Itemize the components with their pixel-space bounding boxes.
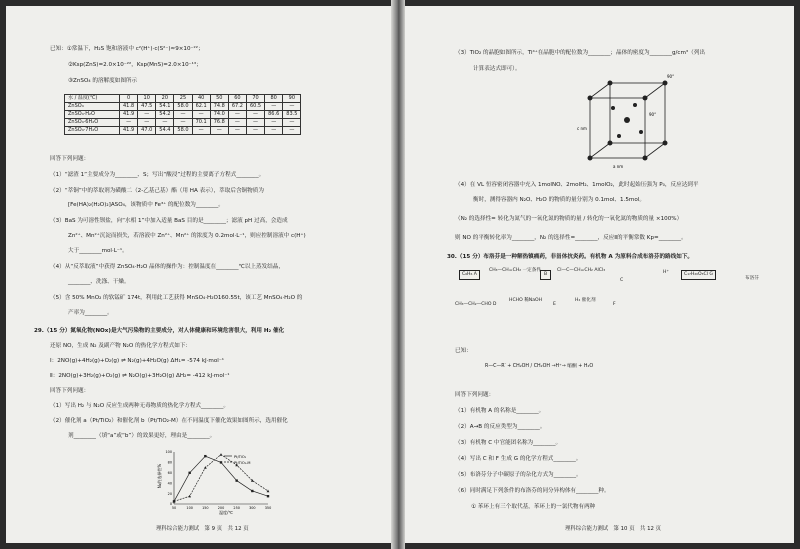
known-reaction: R—C—R′ + CH₂OH / CH₂OH →H⁺→ 缩酮 + H₂O	[485, 364, 594, 369]
q30-line: （3）有机物 C 中官能团名称为________。	[455, 440, 562, 446]
series-2-point	[267, 490, 270, 493]
series-1-point	[204, 455, 206, 457]
chart-xlabel: 温度/℃	[219, 510, 233, 515]
q29-line: 回答下列问题：	[50, 388, 90, 394]
q30-line: （5）布洛芬分子中碳原子的杂化方式为________。	[455, 472, 582, 478]
y-tick-label: 60	[167, 471, 172, 475]
table-header-cell: 0	[120, 95, 138, 103]
question-line: 大于________mol·L⁻¹。	[68, 248, 128, 254]
table-header-cell: 80	[265, 95, 283, 103]
table-header-cell: 40	[192, 95, 210, 103]
reagent-4: HCHO 稀NaOH	[509, 298, 543, 303]
series-2-point	[220, 453, 223, 456]
table-cell: —	[228, 119, 246, 127]
table-header-cell: 20	[156, 95, 174, 103]
table-header-cell: 水 / 温度(℃)	[65, 95, 120, 103]
table-header-cell: 10	[138, 95, 156, 103]
table-cell: ZnSO₄·H₂O	[65, 111, 120, 119]
series-2-point	[204, 466, 207, 469]
book-gutter	[391, 0, 405, 549]
compound-g: C₁₇H₂₀O₃Cl G	[681, 270, 716, 280]
series-2-point	[188, 495, 191, 498]
question-line: [Fe(HA)₂(H₂O)₂]ASO₄，该物质中 Fe³⁺ 的配位数为________。	[68, 202, 224, 208]
question-30-head: 30.（15 分）布洛芬是一种解热镇痛药，非甾体抗炎药。有机物 A 为原料合成布洛芬的路线如下。	[447, 254, 694, 260]
question-line: （4）从“反萃取液”中获得 ZnSO₄·H₂O 晶体的操作为：控制温度在________℃以上蒸发结晶，	[50, 264, 284, 270]
table-header-row	[65, 95, 301, 103]
page-footer: 理科综合能力测试 第 9 页 共 12 页	[156, 526, 249, 533]
question-line: ________、洗涤、干燥。	[68, 279, 130, 285]
q30-line: ① 苯环上有三个取代基，苯环上的一氯代物有两种	[471, 504, 596, 510]
compound-d: CH₃—CH₂—CHO D	[455, 302, 497, 307]
q29-line: 剂________（填“a”或“b”）的效果更好，理由是________。	[68, 433, 216, 439]
series-1-point	[188, 472, 190, 474]
x-tick-label: 100	[186, 506, 193, 510]
table-cell: 86.6	[265, 111, 283, 119]
cell-label-a: a nm	[613, 164, 624, 169]
chart-ylabel: N₂的选择性%	[157, 463, 162, 489]
x-tick-label: 350	[264, 506, 272, 510]
table-cell: —	[283, 127, 301, 135]
series-1-point	[220, 461, 222, 463]
table-cell: 76.8	[210, 119, 228, 127]
solubility-table	[64, 94, 301, 135]
table-cell: —	[246, 111, 264, 119]
question-line: （3）BaS 为可溶性钡盐，向“水相 1”中加入适量 BaS 目的是________；滤液 pH 过高，会造成	[50, 218, 288, 224]
question-line: （1）“滤渣 1”主要成分为________、S；写出“酸浸”过程的主要离子方程式________。	[50, 172, 265, 178]
question-line: Zn²⁺、Mn²⁺沉淀而损失，若溶液中 Zn²⁺、Mn²⁺ 的浓度为 0.2mol·L⁻¹，则应控制溶液中 c(H⁺)	[68, 233, 306, 239]
table-cell: —	[265, 103, 283, 111]
table-cell: ZnSO₄·7H₂O	[65, 127, 120, 135]
y-tick-label: 40	[167, 481, 172, 486]
table-cell: 70.1	[192, 119, 210, 127]
table-cell: 41.8	[120, 103, 138, 111]
y-tick-label: 80	[167, 460, 172, 465]
table-cell: 62.1	[192, 103, 210, 111]
table-cell: —	[265, 127, 283, 135]
cell-angle-1: 90°	[667, 74, 675, 79]
table-cell: 41.9	[120, 111, 138, 119]
ibuprofen-product: 布洛芬	[745, 276, 759, 281]
q3-line: 计算表达式即可）。	[473, 66, 521, 72]
table-header-cell: 90	[283, 95, 301, 103]
cell-label-c: c nm	[577, 126, 587, 131]
x-tick-label: 150	[202, 506, 209, 510]
synthesis-scheme	[445, 268, 775, 338]
q30-line: （4）写出 C 和 F 生成 G 的化学方程式________。	[455, 456, 582, 462]
page-10	[405, 6, 794, 543]
q29-line: （2）催化剂 a（Pt/TiO₂）和催化剂 b（Pt/TiO₂-M）在不同温度下催化效果如图所示，选用催化	[50, 418, 288, 424]
table-cell: —	[174, 111, 192, 119]
given-1: 已知：①常温下，H₂S 饱和溶液中 c²(H⁺)·c(S²⁻)≈9×10⁻²²；	[50, 46, 204, 52]
q30-line: （6）同时满足下列条件的布洛芬的同分异构体有________种。	[455, 488, 610, 494]
x-tick-label: 250	[233, 506, 240, 510]
series-1-point	[267, 495, 269, 497]
reagent-2: Cl—C—CH=CH₂ AlCl₃	[557, 268, 606, 273]
cell-angle-2: 90°	[649, 112, 657, 117]
table-row	[65, 127, 301, 135]
table-cell: 47.0	[138, 127, 156, 135]
q3-line: （3）TiO₂ 的晶胞如图所示，Ti⁴⁺在晶胞中的配位数为________；晶体的密度为________g/cm³（列出	[455, 50, 705, 56]
compound-f: F	[613, 302, 616, 307]
compound-e: E	[553, 302, 556, 307]
x-tick-label: 300	[249, 506, 256, 510]
table-cell: —	[138, 119, 156, 127]
reagent-1: CH₃—CH=CH₂ 一定条件	[489, 268, 541, 273]
table-cell: 58.0	[174, 127, 192, 135]
table-cell: ZnSO₄	[65, 103, 120, 111]
reagent-5: H₂ 催化剂	[575, 298, 596, 303]
x-tick-label: 200	[217, 506, 225, 510]
q4-line: （4）在 VL 恒容密闭容器中充入 1molNO、2molH₂、1molO₂，此时起始压强为 P₀，反应达到平	[455, 182, 699, 188]
question-line: （5）含 50% MnO₂ 的软锰矿 174t，利用此工艺获得 MnSO₄·H₂O160.55t，该工艺 MnSO₄·H₂O 的	[50, 295, 303, 301]
table-cell: —	[228, 127, 246, 135]
table-cell: —	[138, 111, 156, 119]
compound-c: C	[620, 278, 624, 283]
y-tick-label: 100	[165, 450, 172, 455]
q29-line: （1）写出 H₂ 与 N₂O 反应生成两种无毒物质的热化学方程式________。	[50, 403, 229, 409]
table-cell: 47.5	[138, 103, 156, 111]
page-9	[6, 6, 391, 543]
q4-line: （N₂ 的选择性= 转化为氮气的一氧化氮的物质的量 / 转化的一氧化氮的物质的量 ×100%）	[455, 216, 683, 222]
table-row	[65, 119, 301, 127]
table-cell: —	[210, 127, 228, 135]
table-cell: —	[120, 119, 138, 127]
table-cell: —	[174, 119, 192, 127]
y-tick-label: 20	[167, 491, 172, 496]
q29-line: Ⅱ：2NO(g)+3H₂(g)+O₂(g) ⇌ N₂O(g)+3H₂O(g) ΔH₂= -412 kJ·mol⁻¹	[50, 373, 230, 379]
q4-line: 衡时，测得容器内 N₂O、H₂O 的物质的量分别为 0.1mol、1.5mol。	[473, 197, 645, 203]
table-cell: —	[192, 127, 210, 135]
table-cell: 41.9	[120, 127, 138, 135]
table-cell: 83.5	[283, 111, 301, 119]
table-cell: 67.2	[228, 103, 246, 111]
question-29-head: 29.（15 分）氮氧化物(NOx)是大气污染物的主要成分，对人体健康和环境危害很大，利用 H₂ 催化	[34, 328, 285, 334]
reagent-3: H⁺	[663, 270, 669, 275]
answer-intro: 回答下列问题：	[50, 156, 90, 162]
page-footer: 理科综合能力测试 第 10 页 共 12 页	[565, 526, 662, 533]
tio2-unit-cell-diagram	[575, 68, 685, 178]
table-cell: —	[156, 119, 174, 127]
question-line: 产率为________。	[68, 310, 113, 316]
table-header-cell: 70	[246, 95, 264, 103]
table-header-cell: 25	[174, 95, 192, 103]
table-cell: 54.1	[156, 103, 174, 111]
table-cell: —	[246, 127, 264, 135]
table-row	[65, 103, 301, 111]
selectivity-chart	[156, 446, 276, 516]
table-header-cell: 60	[228, 95, 246, 103]
table-cell: 54.4	[156, 127, 174, 135]
given-3: ③ZnSO₄ 的溶解度如图所示	[68, 78, 138, 84]
x-tick-label: 50	[171, 506, 177, 510]
table-cell: —	[246, 119, 264, 127]
table-header-cell: 50	[210, 95, 228, 103]
table-cell: 54.2	[156, 111, 174, 119]
table-cell: 74.8	[210, 103, 228, 111]
q4-line: 则 NO 的平衡转化率为________，N₂ 的选择性=________，反应Ⅱ的平衡常数 Kp=________。	[455, 235, 687, 241]
table-cell: —	[283, 119, 301, 127]
legend-entry-a: Pt/TiO₂	[234, 455, 247, 459]
q30-line: （2）A→B 的反应类型为________。	[455, 424, 546, 430]
q29-line: Ⅰ：2NO(g)+4H₂(g)+O₂(g) ⇌ N₂(g)+4H₂O(g) ΔH₁= -574 kJ·mol⁻¹	[50, 358, 225, 364]
y-tick-label: 0	[169, 502, 172, 507]
series-1-point	[251, 490, 253, 492]
series-1-point	[235, 479, 237, 481]
compound-a: C₆H₆ A	[459, 270, 480, 280]
table-cell: 74.0	[210, 111, 228, 119]
q30-line: （1）有机物 A 的名称是________。	[455, 408, 545, 414]
q29-line: 还原 NO，生成 N₂ 及副产物 N₂O 的热化学方程式如下：	[50, 343, 192, 349]
table-row	[65, 111, 301, 119]
table-cell: —	[228, 111, 246, 119]
table-cell: ZnSO₄·6H₂O	[65, 119, 120, 127]
table-cell: —	[265, 119, 283, 127]
table-cell: —	[283, 103, 301, 111]
table-cell: —	[192, 111, 210, 119]
legend-entry-b: Pt/TiO₂-M	[234, 461, 251, 465]
table-cell: 60.5	[246, 103, 264, 111]
known-label: 已知：	[455, 348, 472, 354]
given-2: ②Ksp(ZnS)=2.0×10⁻²²，Ksp(MnS)=2.0×10⁻¹³；	[68, 62, 202, 68]
q30-line: 回答下列问题：	[455, 392, 495, 398]
compound-b: B	[540, 270, 551, 280]
table-cell: 58.0	[174, 103, 192, 111]
question-line: （2）“萃铜”中的萃取剂为磺酸二（2-乙基己基）酯（用 HA 表示），萃取后含铜物质为	[50, 188, 264, 194]
